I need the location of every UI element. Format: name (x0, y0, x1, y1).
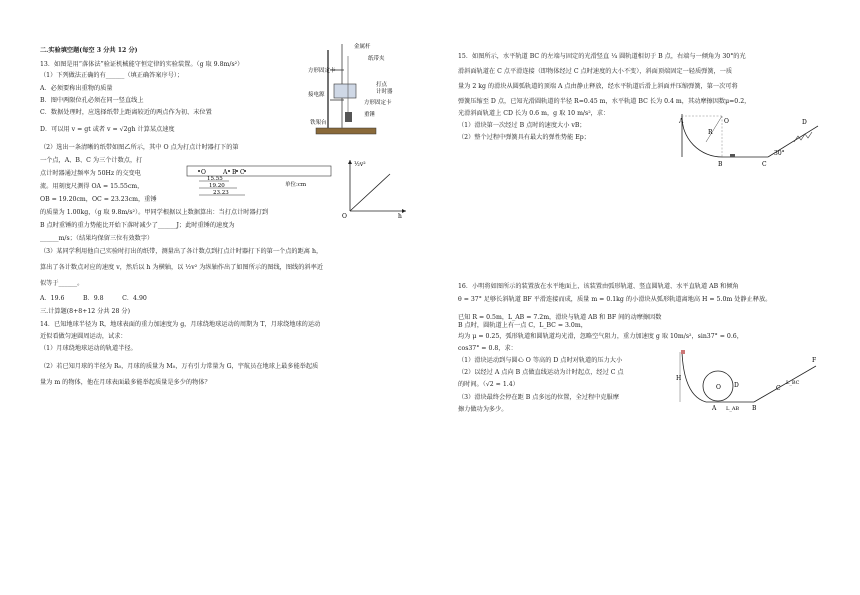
paper-tape-figure (185, 163, 335, 205)
section-title-calculation: 三.计算题(8+8+12 分共 28 分) (40, 308, 130, 315)
q15-stem-line3: 量为 2 kg 的滑块从圆弧轨道的顶端 A 点由静止释放，经水平轨道后滑上斜面并压缩弹簧，第一次可将 (458, 83, 738, 90)
q16-label-c: C (776, 385, 781, 392)
q13-part2-line2: 一个点，A、B、C 为三个计数点，打 (40, 157, 143, 164)
q13-part3-line2: 算出了各计数点对应的速度 v，然后以 h 为横轴，以 ½v² 为纵轴作出了如图所示的图线，图线的斜率近 (40, 264, 323, 271)
q16-stem-line3b: B 点时，圆轨道上有一点 C，L_BC = 3.0m， (458, 322, 587, 329)
q14-stem-line1: 14．已知地球半径为 R，地球表面的重力加速度为 g，月球绕地球运动的周期为 T，月球绕地球的运动 (40, 321, 321, 328)
q13-option-c: C．数据处理时，应选择纸带上距离较近的两点作为初、末位置 (40, 109, 212, 116)
apparatus-label-clip: 纸带夹 (368, 56, 385, 62)
apparatus-label-card2: 方形固定卡 (364, 100, 392, 106)
q13-option-d: D．可以用 v = gt 或者 v = √2gh 计算某点速度 (40, 126, 175, 133)
tape-point-b: B (232, 169, 237, 176)
apparatus-label-timer-a: 打点 (376, 82, 388, 88)
q16-label-lbc: L_BC (786, 380, 800, 386)
tape-distance-ob: 19.20 (209, 183, 225, 189)
q13-part2-line7: B 点时重锤的重力势能比开始下落时减少了______J；此时重锤的速度为 (40, 222, 235, 229)
q13-part3-line3: 似等于______。 (40, 280, 84, 287)
q13-part3-line1: （3）某同学利用他自己实验时打出的纸带，测量出了各计数点到打点计时器打下的第一个点的距离 h， (40, 248, 323, 255)
q16-label-h: H (676, 375, 682, 382)
q14-stem-line2: 近似看做匀速圆周运动，试求： (40, 333, 127, 340)
q16-stem-line4: 均为 μ = 0.25，弧形轨道和圆轨道均光滑，忽略空气阻力，重力加速度 g 取 10m/s²，sin37° = 0.6， (458, 333, 743, 340)
tape-distance-oa: 15.55 (207, 176, 223, 182)
q15-label-o: O (724, 118, 729, 125)
q15-stem-line5: 光滑斜面轨道上 CD 长为 0.6 m，g 取 10 m/s²，求： (458, 110, 610, 117)
q16-stem-line2: θ = 37° 足够长斜轨道 BF 平滑连接而成，质量 m = 0.1kg 的小滑块从弧形轨道离地高 H = 5.0m 处静止释放。 (458, 296, 772, 303)
q13-stem: 13．如图是用“落体法”验证机械能守恒定律的实验装置。（g 取 9.8m/s²） (40, 61, 244, 68)
q13-option-b: B．图中两限位孔必须在同一竖直线上 (40, 97, 144, 104)
q15-label-b: B (718, 161, 723, 168)
q16-track-figure (676, 350, 826, 412)
q15-stem-line2: 滑斜面轨道在 C 点平滑连接（即物体经过 C 点时速度的大小不变），斜面顶端固定一轻质弹簧，一质 (458, 68, 733, 75)
q16-label-lab: L_AB (726, 406, 740, 412)
apparatus-label-rod: 金属杆 (354, 44, 371, 50)
q16-part3-line2: 擦力做功为多少。 (458, 406, 508, 413)
q13-part2-line8: ______m/s；（结果均保留三位有效数字） (40, 235, 154, 242)
q15-part1: （1）滑块第一次经过 B 点时的速度大小 vB； (458, 122, 586, 129)
q16-stem-line1: 16．小明将如图所示的装置放在水平地面上，该装置由弧形轨道、竖直圆轨道、水平直轨道 AB 和倾角 (458, 283, 739, 290)
apparatus-label-power: 接电源 (308, 92, 325, 98)
q13-part3-options: A．19.6 B．9.8 C．4.90 (40, 295, 147, 302)
q16-label-b: B (752, 405, 757, 412)
q13-part2-line6: 的质量为 1.00kg，（g 取 9.8m/s²）。甲同学根据以上数据算出：当打点计时器打到 (40, 209, 269, 216)
q15-stem-line4: 弹簧压缩至 D 点，已知光滑圆轨道的半径 R=0.45 m，水平轨道 BC 长为 0.4 m，其动摩擦因数μ=0.2， (458, 98, 751, 105)
graph-ylabel: ½v² (354, 161, 366, 168)
q13-part2-line4: 流。用刻度尺测得 OA = 15.55cm， (40, 183, 144, 190)
q15-label-r: R (708, 129, 713, 136)
q14-part2-line1: （2）若已知月球的半径为 R₀，月球的质量为 M₀，万有引力常量为 G，宇航员在地球上最多能举起质 (40, 363, 319, 370)
apparatus-label-clip-card: 方形固定卡 (308, 68, 336, 74)
tape-distance-oc: 23.23 (213, 190, 229, 196)
tape-point-c: C (240, 169, 245, 176)
tape-unit: 单位:cm (285, 182, 307, 188)
q16-part1: （1）滑块运动到与圆心 O 等高的 D 点时对轨道的压力大小 (458, 357, 623, 364)
tape-point-a: A (223, 169, 228, 176)
q14-part2-line2: 量为 m 的物体，他在月球表面最多能举起质量是多少的物体？ (40, 379, 211, 386)
q16-label-o: O (716, 384, 721, 391)
apparatus-label-weight: 重锤 (364, 112, 376, 118)
q15-track-figure (676, 112, 826, 172)
q16-part2-line1: （2）以经过 A 点向 B 点做直线运动为计时起点，经过 C 点 (458, 369, 624, 376)
q15-part2: （2）整个过程中弹簧具有最大的弹性势能 Ep； (458, 134, 590, 141)
q13-part2-line1: （2）选出一条清晰的纸带如图乙所示，其中 O 点为打点计时器打下的第 (40, 144, 239, 151)
tape-point-o: O (201, 169, 206, 176)
apparatus-label-timer-b: 计时器 (376, 89, 393, 95)
q15-label-a: A (679, 118, 684, 125)
section-title-experiment: 二.实验填空题(每空 3 分共 12 分) (40, 47, 138, 54)
apparatus-figure (308, 40, 418, 140)
q15-label-c: C (762, 161, 767, 168)
energy-height-graph (340, 156, 410, 218)
q16-stem-line5: cos37° = 0.8，求： (458, 345, 517, 352)
q13-part2-line3: 点计时器通过频率为 50Hz 的交变电 (40, 170, 141, 177)
q16-label-a: A (712, 405, 717, 412)
graph-xlabel: h (398, 213, 402, 218)
q16-part2-line2: 的时间。（√2 ≈ 1.4） (458, 381, 519, 388)
q16-label-d: D (734, 382, 739, 389)
q16-part3-line1: （3）滑块最终会停在距 B 点多远的位置，全过程中克服摩 (458, 394, 619, 401)
apparatus-label-stand: 铁架台 (310, 120, 327, 126)
q15-label-d: D (802, 119, 807, 126)
q16-stem-line3: 已知 R = 0.5m，L_AB = 7.2m，滑块与轨道 AB 和 BF 间的动摩擦因数 (458, 314, 662, 321)
q14-part1: （1）月球绕地球运动的轨道半径。 (40, 345, 137, 352)
q13-part1: （1）下列做法正确的有______（填正确答案序号）； (40, 72, 184, 79)
q13-option-a: A．必须要称出重物的质量 (40, 85, 113, 92)
q15-stem-line1: 15．如图所示，水平轨道 BC 的左端与固定的光滑竖直 ¼ 圆轨道相切于 B 点，右端与一倾角为 30°的光 (458, 53, 746, 60)
q13-part2-line5: OB = 19.20cm，OC = 23.23cm，重锤 (40, 196, 157, 203)
q16-label-f: F (812, 357, 817, 364)
graph-origin: O (342, 213, 347, 218)
q15-label-angle: 30° (774, 150, 785, 157)
